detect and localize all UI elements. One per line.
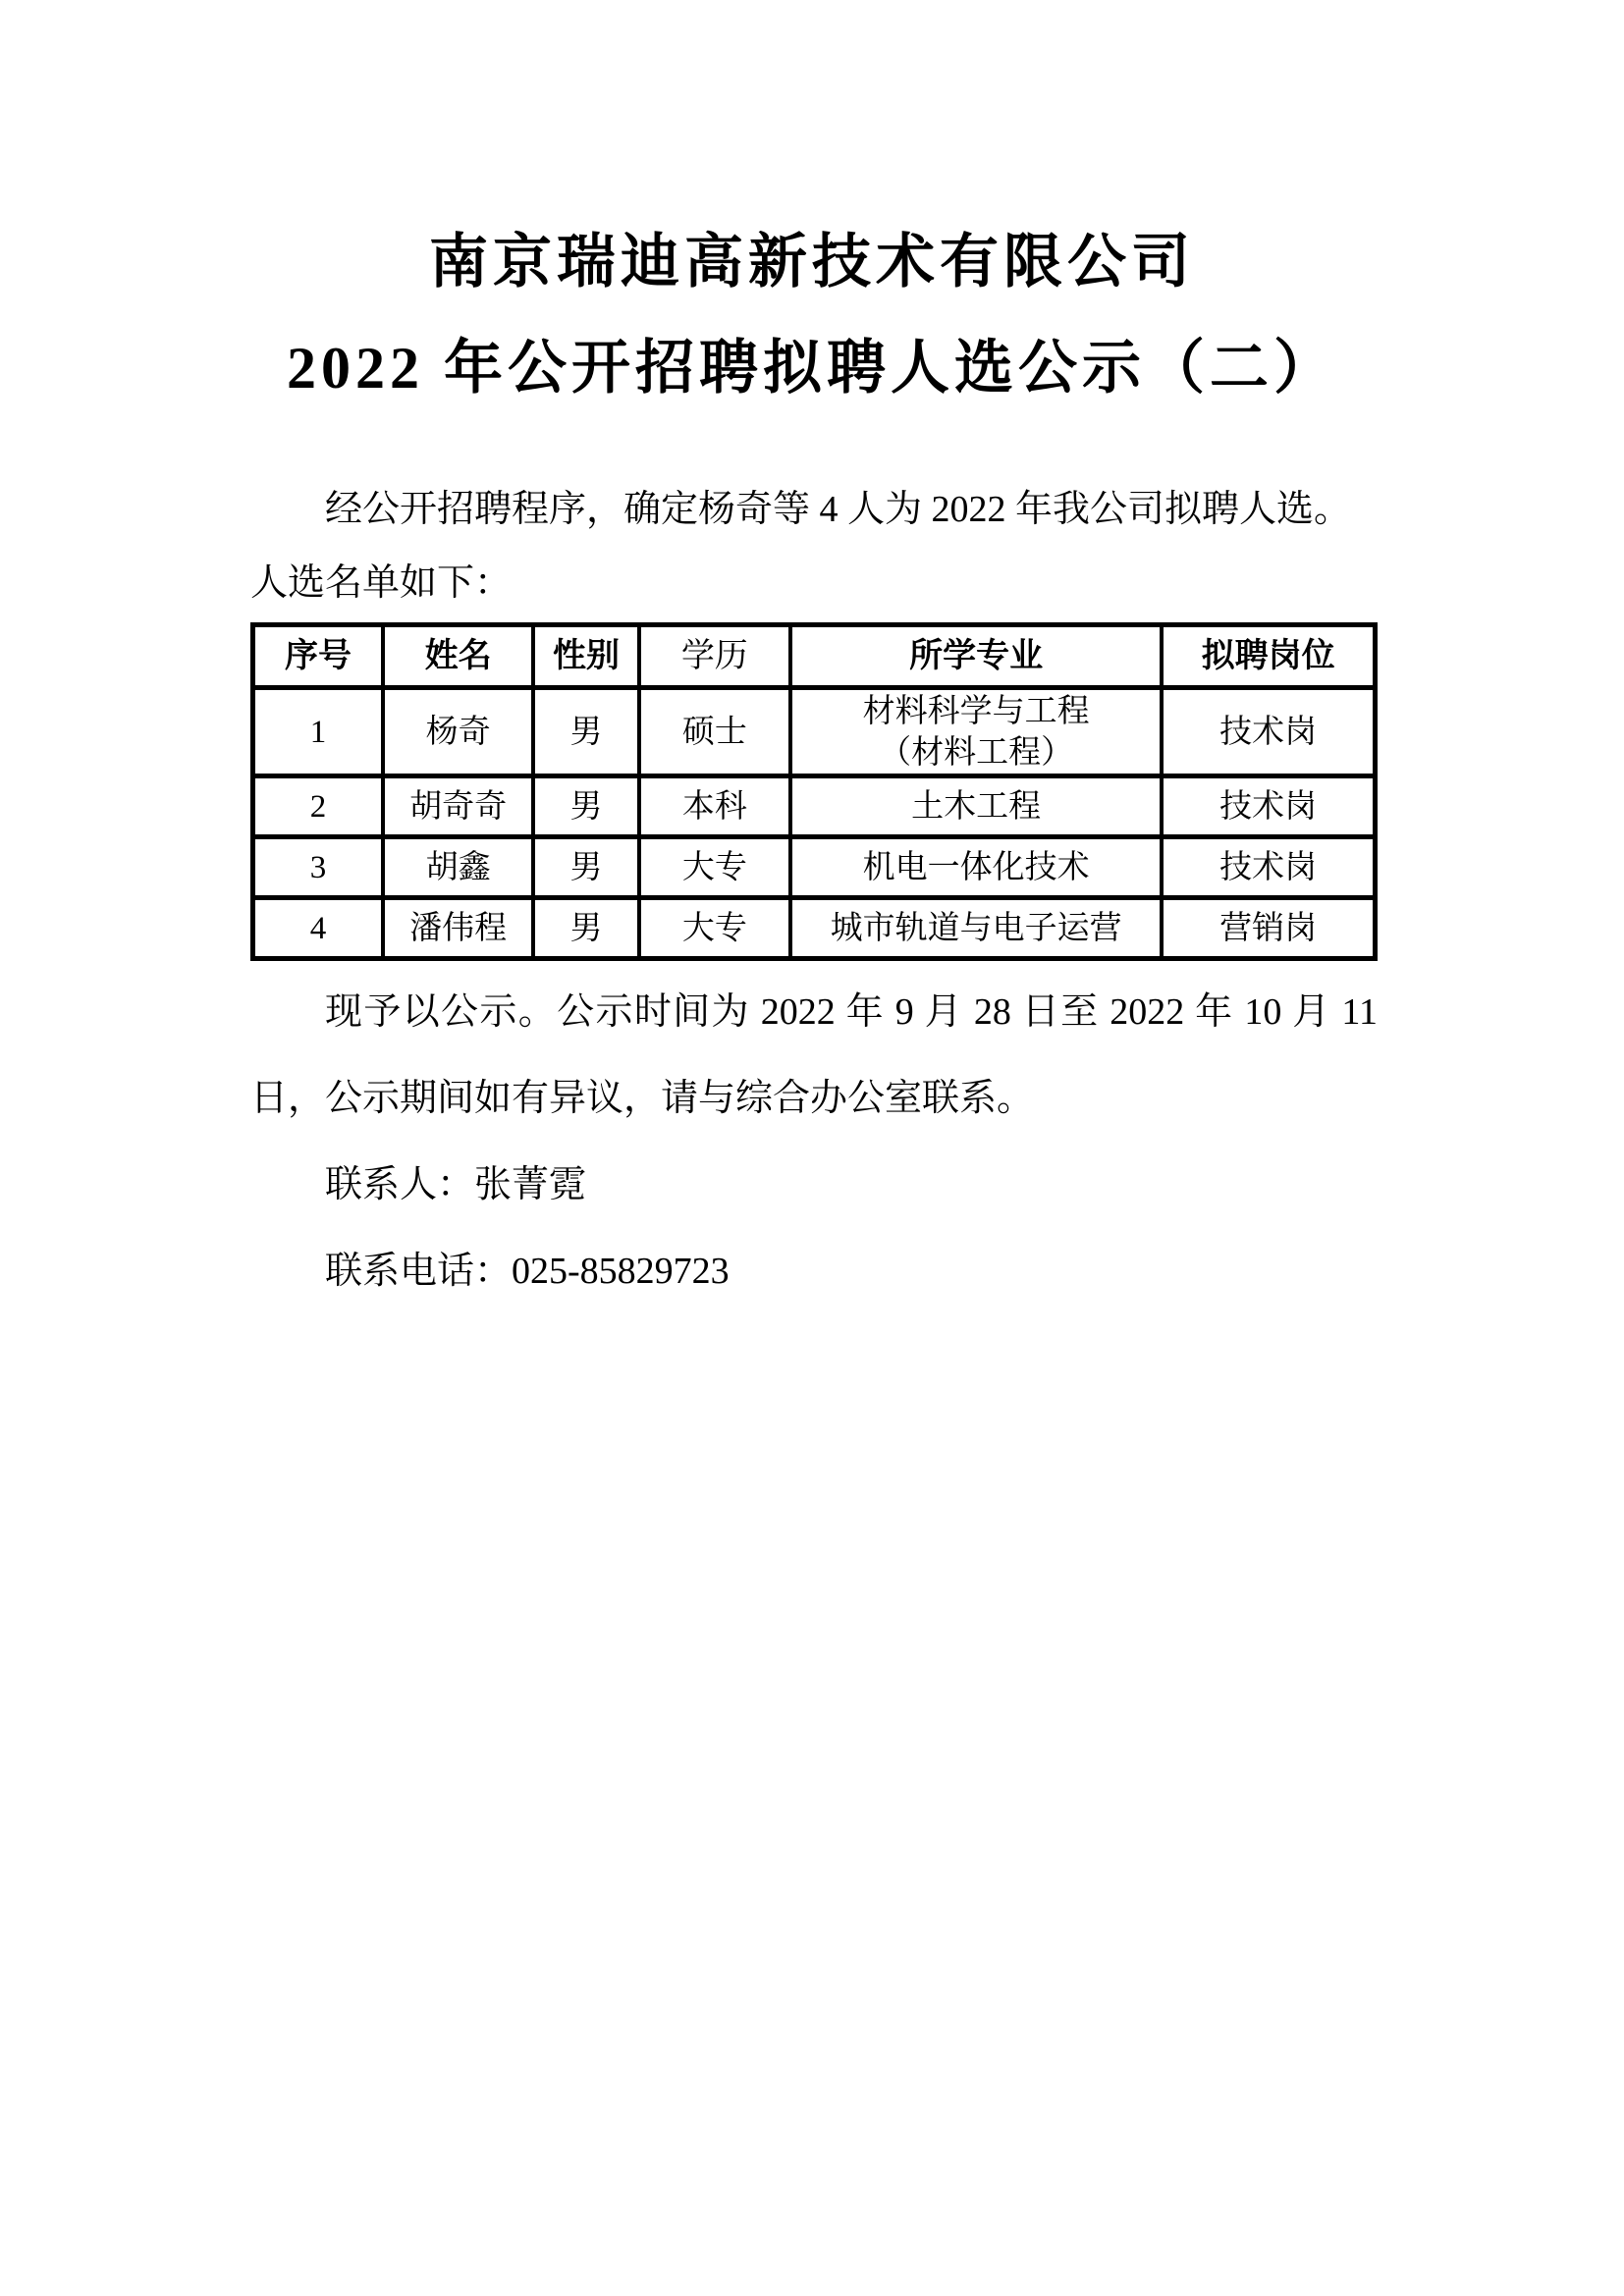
cell-major-line: （材料工程） — [879, 734, 1074, 771]
cell-major: 土木工程 — [790, 776, 1162, 837]
cell-education: 大专 — [639, 837, 790, 898]
cell-position: 技术岗 — [1162, 776, 1375, 837]
cell-gender: 男 — [533, 898, 638, 959]
header-education: 学历 — [639, 625, 790, 688]
header-gender: 性别 — [533, 625, 638, 688]
cell-major: 机电一体化技术 — [790, 837, 1162, 898]
cell-position: 技术岗 — [1162, 688, 1375, 776]
table-row — [253, 898, 1376, 959]
cell-position: 技术岗 — [1162, 837, 1375, 898]
contact-person-line: 联系人：张菁霓 — [325, 1164, 587, 1205]
header-name: 姓名 — [383, 625, 533, 688]
cell-name: 潘伟程 — [383, 898, 533, 959]
cell-education: 本科 — [639, 776, 790, 837]
cell-gender: 男 — [533, 837, 638, 898]
notice-section — [250, 969, 1378, 1314]
intro-paragraph-line: 经公开招聘程序，确定杨奇等 4 人为 2022 年我公司拟聘人选。 — [325, 489, 1352, 530]
cell-education: 硕士 — [639, 688, 790, 776]
document-title-line2: 2022 年公开招聘拟聘人选公示（二） — [287, 336, 1337, 400]
cell-major: 城市轨道与电子运营 — [790, 898, 1162, 959]
cell-serial: 4 — [253, 898, 384, 959]
header-serial: 序号 — [253, 625, 384, 688]
cell-major — [790, 688, 1162, 776]
cell-name: 杨奇 — [383, 688, 533, 776]
cell-gender: 男 — [533, 776, 638, 837]
cell-name: 胡奇奇 — [383, 776, 533, 837]
candidates-table — [250, 622, 1378, 961]
cell-gender: 男 — [533, 688, 638, 776]
notice-line1: 现予以公示。公示时间为 2022 年 9 月 28 日至 2022 年 10 月 11 — [325, 991, 1378, 1033]
table-row — [253, 776, 1376, 837]
notice-line2: 日，公示期间如有异议，请与综合办公室联系。 — [250, 1078, 1035, 1119]
cell-serial: 1 — [253, 688, 384, 776]
cell-serial: 3 — [253, 837, 384, 898]
table-row — [253, 837, 1376, 898]
header-position: 拟聘岗位 — [1162, 625, 1375, 688]
list-intro-line: 人选名单如下： — [250, 562, 513, 604]
table-header-row — [253, 625, 1376, 688]
contact-phone-line: 联系电话：025-85829723 — [325, 1251, 730, 1292]
cell-major-line: 材料科学与工程 — [862, 693, 1090, 729]
cell-name: 胡鑫 — [383, 837, 533, 898]
cell-education: 大专 — [639, 898, 790, 959]
cell-serial: 2 — [253, 776, 384, 837]
table-row — [253, 688, 1376, 776]
header-major: 所学专业 — [790, 625, 1162, 688]
cell-position: 营销岗 — [1162, 898, 1375, 959]
document-title-line1: 南京瑞迪高新技术有限公司 — [429, 230, 1195, 294]
